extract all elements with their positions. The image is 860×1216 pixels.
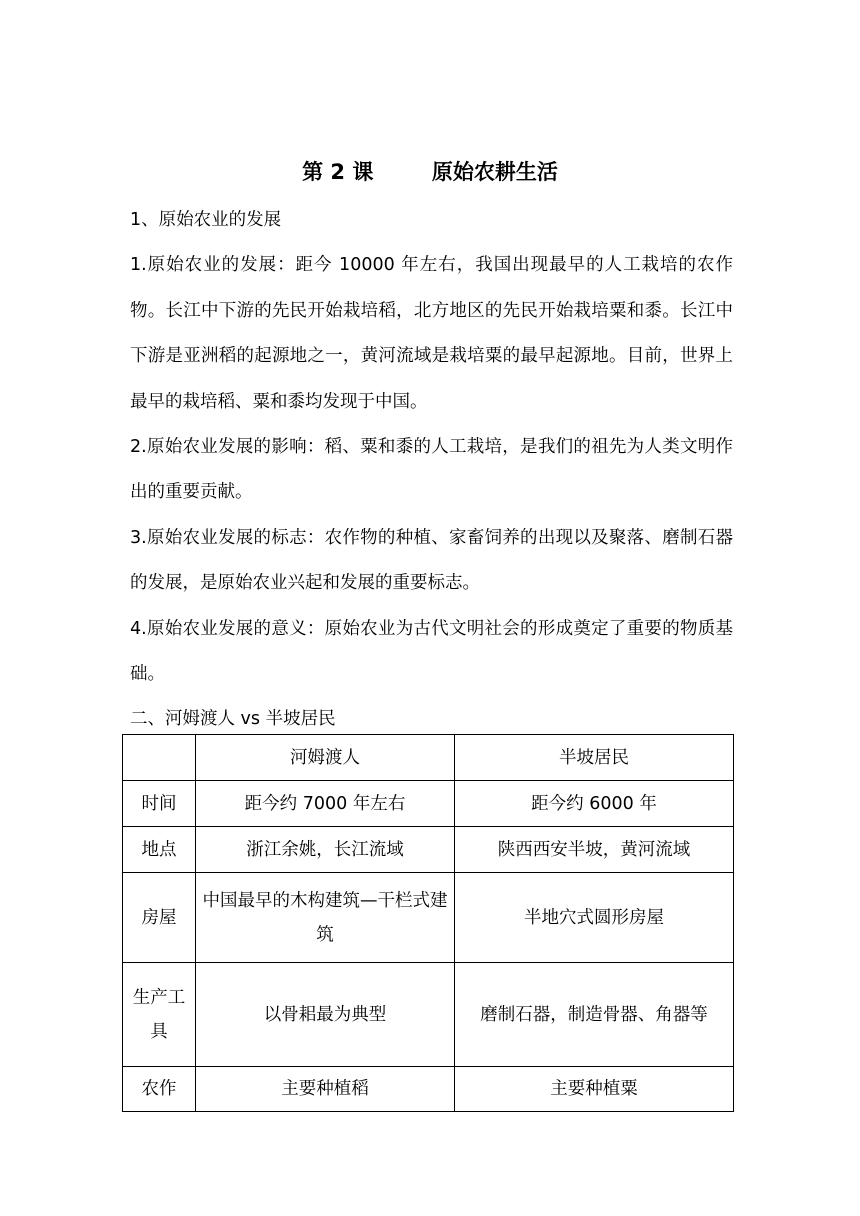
section-heading-2: 二、河姆渡人 vs 半坡居民	[130, 709, 336, 730]
table-row	[123, 963, 734, 1067]
hemudu-cell: 浙江余姚，长江流域	[196, 827, 455, 873]
paragraph-influence: 2.原始农业发展的影响：稻、粟和黍的人工栽培，是我们的祖先为人类文明作出的重要贡献。	[130, 437, 733, 503]
table-row	[123, 781, 734, 827]
hemudu-cell: 距今约 7000 年左右	[196, 781, 455, 827]
table-row	[123, 827, 734, 873]
paragraph-development: 1.原始农业的发展：距今 10000 年左右，我国出现最早的人工栽培的农作物。长江中下游的先民开始栽培稻，北方地区的先民开始栽培粟和黍。长江中下游是亚洲稻的起源地之一，黄河流域是栽培粟的最早起源地。目前，世界上最早的栽培稻、粟和黍均发现于中国。	[130, 255, 733, 412]
table-row	[123, 1067, 734, 1112]
row-label: 生产工具	[123, 963, 196, 1067]
banpo-cell: 磨制石器，制造骨器、角器等	[455, 963, 734, 1067]
section-heading-1: 1、原始农业的发展	[130, 210, 282, 230]
banpo-cell: 距今约 6000 年	[455, 781, 734, 827]
table-header-banpo: 半坡居民	[455, 735, 734, 781]
hemudu-cell: 以骨耜最为典型	[196, 963, 455, 1067]
hemudu-cell: 中国最早的木构建筑—干栏式建筑	[196, 873, 455, 963]
banpo-cell: 主要种植粟	[455, 1067, 734, 1112]
row-label: 农作	[123, 1067, 196, 1112]
lesson-title: 第 2 课 原始农耕生活	[302, 160, 558, 184]
banpo-cell: 陕西西安半坡，黄河流域	[455, 827, 734, 873]
comparison-table	[122, 734, 734, 1112]
banpo-cell: 半地穴式圆形房屋	[455, 873, 734, 963]
table-header-hemudu: 河姆渡人	[196, 735, 455, 781]
row-label: 地点	[123, 827, 196, 873]
table-header-empty	[123, 735, 196, 781]
lesson-content	[130, 198, 733, 743]
hemudu-cell: 主要种植稻	[196, 1067, 455, 1112]
row-label: 房屋	[123, 873, 196, 963]
paragraph-marks: 3.原始农业发展的标志：农作物的种植、家畜饲养的出现以及聚落、磨制石器的发展，是原始农业兴起和发展的重要标志。	[130, 527, 733, 594]
table-row	[123, 873, 734, 963]
paragraph-significance: 4.原始农业发展的意义：原始农业为古代文明社会的形成奠定了重要的物质基础。	[130, 618, 733, 685]
row-label: 时间	[123, 781, 196, 827]
table-header-row	[123, 735, 734, 781]
